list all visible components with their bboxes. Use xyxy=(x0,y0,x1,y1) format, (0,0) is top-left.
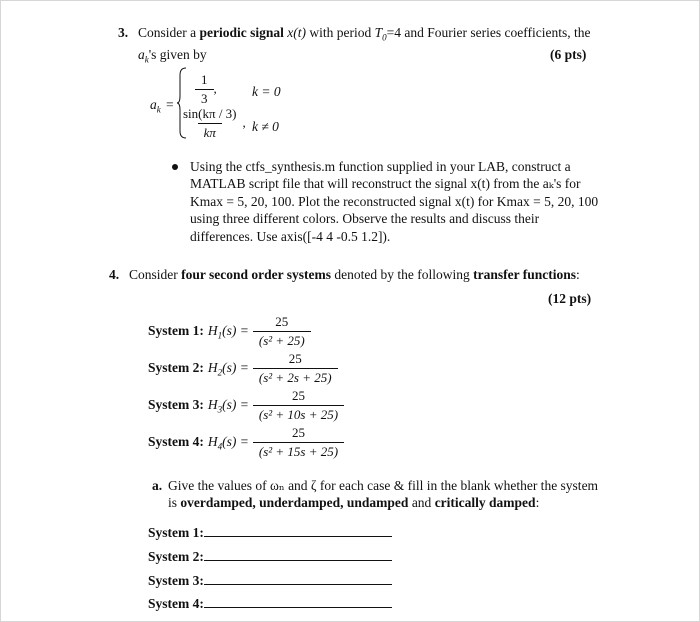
case2-condition: k ≠ 0 xyxy=(252,119,279,134)
system-1-equation: System 1: $H_1(s)$ = $\frac{25}{\text{(s² + 25)}}$ xyxy=(148,314,311,349)
answer-blank-system-1[interactable] xyxy=(204,524,392,537)
blank-row-system-2: System 2: xyxy=(148,548,392,565)
bullet-line: differences. Use axis([-4 4 -0.5 1.2]). xyxy=(190,228,391,244)
case2-fraction: $\frac{\sin(k\pi / 3)}{k\pi}$ , xyxy=(183,106,246,140)
q3-bullet-text xyxy=(190,158,599,245)
bullet-line: Using the ctfs_synthesis.m function supplied in your LAB, construct a xyxy=(190,159,571,174)
q3-intro-line: Consider a periodic signal x(t) with period $T_0=4$ and Fourier series coefficients, the xyxy=(138,25,591,43)
q4-points: (12 pts) xyxy=(548,291,592,306)
bullet-dot xyxy=(172,164,178,170)
system-2-equation: System 2: $H_2(s)$ = $\frac{25}{\text{(s² + 2s + 25)}}$ xyxy=(148,351,338,386)
formula-equals: = xyxy=(166,97,174,112)
blank-row-system-3: System 3: xyxy=(148,572,392,589)
bullet-line: MATLAB script file that will reconstruct the signal x(t) from the aₖ's for xyxy=(190,176,581,192)
q4-intro-line: Consider four second order systems denoted by the following transfer functions: xyxy=(129,267,580,282)
answer-blank-system-2[interactable] xyxy=(204,548,392,561)
answer-blank-system-4[interactable] xyxy=(204,595,392,608)
system-4-equation: System 4: $H_4(s)$ = $\frac{25}{\text{(s² + 15s + 25)}}$ xyxy=(148,425,344,460)
system-3-equation: System 3: $H_3(s)$ = $\frac{25}{\text{(s² + 10s + 25)}}$ xyxy=(148,388,344,423)
answer-blank-system-3[interactable] xyxy=(204,572,392,585)
q4-number: 4. xyxy=(109,267,120,282)
part-a-label: a. xyxy=(152,478,163,493)
case1-condition: k = 0 xyxy=(252,84,281,99)
part-a-line1: Give the values of ωₙ and ζ for each case & fill in the blank whether the system xyxy=(168,478,599,493)
case1-fraction: $\frac{1}{3}$ , xyxy=(195,72,217,107)
bullet-line: Kmax = 5, 20, 100. Plot the reconstructed signal x(t) for Kmax = 5, 20, 100 xyxy=(190,193,599,209)
blank-row-system-1: System 1: xyxy=(148,524,392,541)
formula-lhs: $a_k$ xyxy=(150,97,161,115)
q3-number: 3. xyxy=(118,25,129,40)
q3-points: (6 pts) xyxy=(550,47,587,62)
part-a-line2: is overdamped, underdamped, undamped and critically damped: xyxy=(168,495,540,510)
q3-given-by: $a_k's$ given by xyxy=(138,47,207,65)
bullet-line: using three different colors. Observe the results and discuss their xyxy=(190,211,540,227)
blank-row-system-4: System 4: xyxy=(148,595,392,612)
